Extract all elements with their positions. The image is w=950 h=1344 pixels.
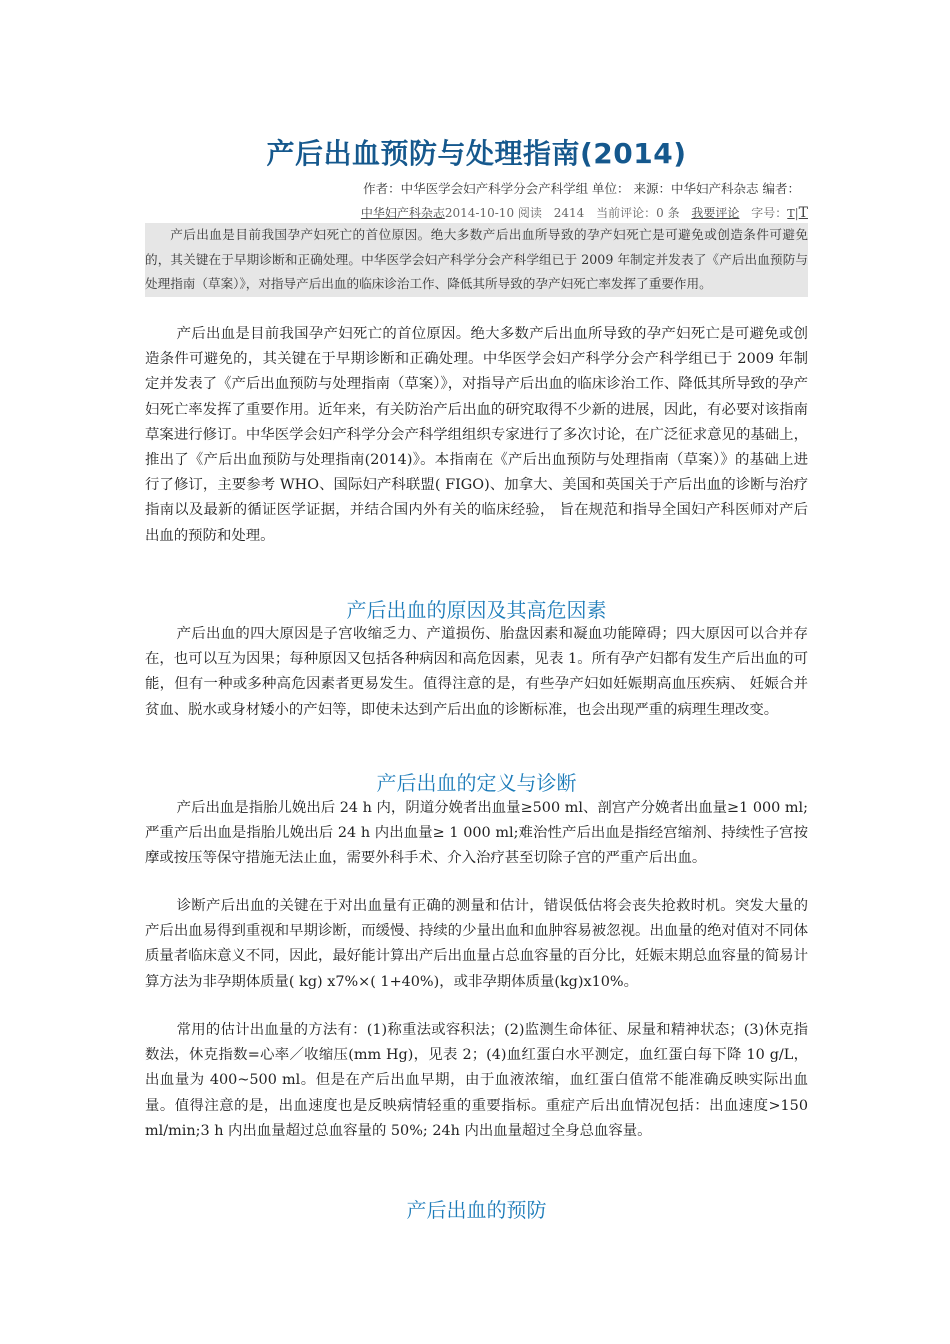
article-meta: 中华妇产科杂志2014-10-10 阅读 2414 当前评论：0 条 我要评论 字号：T|T	[360, 205, 808, 221]
publish-date: 2014-10-10	[444, 206, 515, 220]
section-heading-definition: 产后出血的定义与诊断	[376, 771, 577, 795]
font-small-button[interactable]: T	[787, 207, 795, 220]
section-paragraph: 产后出血是指胎儿娩出后 24 h 内，阴道分娩者出血量≥500 ml、剖宫产分娩者出血量≥1 000 ml; 严重产后出血是指胎儿娩出后 24 h 内出血量≥ 1 000 ml;难治性产后出血是指经宫缩剂、持续性子宫按摩或按压等保守措施无法止血，需要外科手术、介入治疗甚至切除子宫的严重产后出血。	[145, 800, 808, 867]
comment-count: 当前评论：0 条	[596, 206, 680, 220]
section-paragraph: 常用的估计出血量的方法有：(1)称重法或容积法；(2)监测生命体征、尿量和精神状态；(3)休克指数法，休克指数=心率／收缩压(mm Hg)，见表 2；(4)血红蛋白水平测定，血红蛋白每下降 10 g/L， 出血量为 400~500 ml。但是在产后出血早期，由于血液浓缩，血红蛋白值常不能准确反映实际出血量。值得注意的是，出血速度也是反映病情轻重的重要指标。重症产后出血情况包括：出血速度>150 ml/min;3 h 内出血量超过总血容量的 50%; 24h 内出血量超过全身总血容量。	[145, 1022, 808, 1139]
section-paragraph: 产后出血的四大原因是子宫收缩乏力、产道损伤、胎盘因素和凝血功能障碍；四大原因可以合并存在，也可以互为因果；每种原因又包括各种病因和高危因素，见表 1。所有孕产妇都有发生产后出血的可能，但有一种或多种高危因素者更易发生。值得注意的是，有些孕产妇如妊娠期高血压疾病、 妊娠合并贫血、脱水或身材矮小的产妇等，即使未达到产后出血的诊断标准，也会出现严重的病理生理改变。	[145, 626, 808, 718]
font-size-label: 字号：	[751, 206, 788, 220]
reads-count: 2414	[553, 206, 585, 220]
abstract-text: 产后出血是目前我国孕产妇死亡的首位原因。绝大多数产后出血所导致的孕产妇死亡是可避免或创造条件可避免的，其关键在于早期诊断和正确处理。中华医学会妇产科学分会产科学组已于 2009 年制定并发表了《产后出血预防与处理指南（草案）》，对指导产后出血的临床诊治工作、降低其所导致的孕产妇死亡率发挥了重要作用。	[145, 227, 808, 291]
article-byline: 作者：中华医学会妇产科学分会产科学组 单位： 来源：中华妇产科杂志 编者：	[363, 181, 800, 196]
section-paragraph: 诊断产后出血的关键在于对出血量有正确的测量和估计，错误低估将会丧失抢救时机。突发大量的产后出血易得到重视和早期诊断，而缓慢、持续的少量出血和血肿容易被忽视。出血量的绝对值对不同体质量者临床意义不同，因此，最好能计算出产后出血量占总血容量的百分比，妊娠末期总血容量的简易计算方法为非孕期体质量( kg) x7%×( 1+40%)，或非孕期体质量(kg)x10%。	[145, 898, 808, 990]
intro-paragraph: 产后出血是目前我国孕产妇死亡的首位原因。绝大多数产后出血所导致的孕产妇死亡是可避免或创造条件可避免的，其关键在于早期诊断和正确处理。中华医学会妇产科学分会产科学组已于 2009 年制定并发表了《产后出血预防与处理指南（草案）》，对指导产后出血的临床诊治工作、降低其所导致的孕产妇死亡率发挥了重要作用。近年来，有关防治产后出血的研究取得不少新的进展，因此，有必要对该指南草案进行修订。中华医学会妇产科学分会产科学组组织专家进行了多次讨论，在广泛征求意见的基础上，推出了《产后出血预防与处理指南(2014)》。本指南在《产后出血预防与处理指南（草案）》的基础上进行了修订，主要参考 WHO、国际妇产科联盟( FIGO)、加拿大、美国和英国关于产后出血的诊断与治疗指南以及最新的循证医学证据，并结合国内外有关的临床经验， 旨在规范和指导全国妇产科医师对产后出血的预防和处理。	[145, 326, 808, 544]
article-abstract	[145, 223, 808, 297]
section-heading-causes: 产后出血的原因及其高危因素	[346, 598, 607, 622]
font-large-button[interactable]: T	[798, 205, 808, 221]
reads-label: 阅读	[517, 206, 542, 220]
source-link[interactable]: 中华妇产科杂志	[360, 206, 445, 220]
article-title: 产后出血预防与处理指南(2014)	[266, 137, 687, 170]
add-comment-link[interactable]: 我要评论	[691, 206, 740, 220]
section-heading-prevention: 产后出血的预防	[406, 1198, 547, 1222]
